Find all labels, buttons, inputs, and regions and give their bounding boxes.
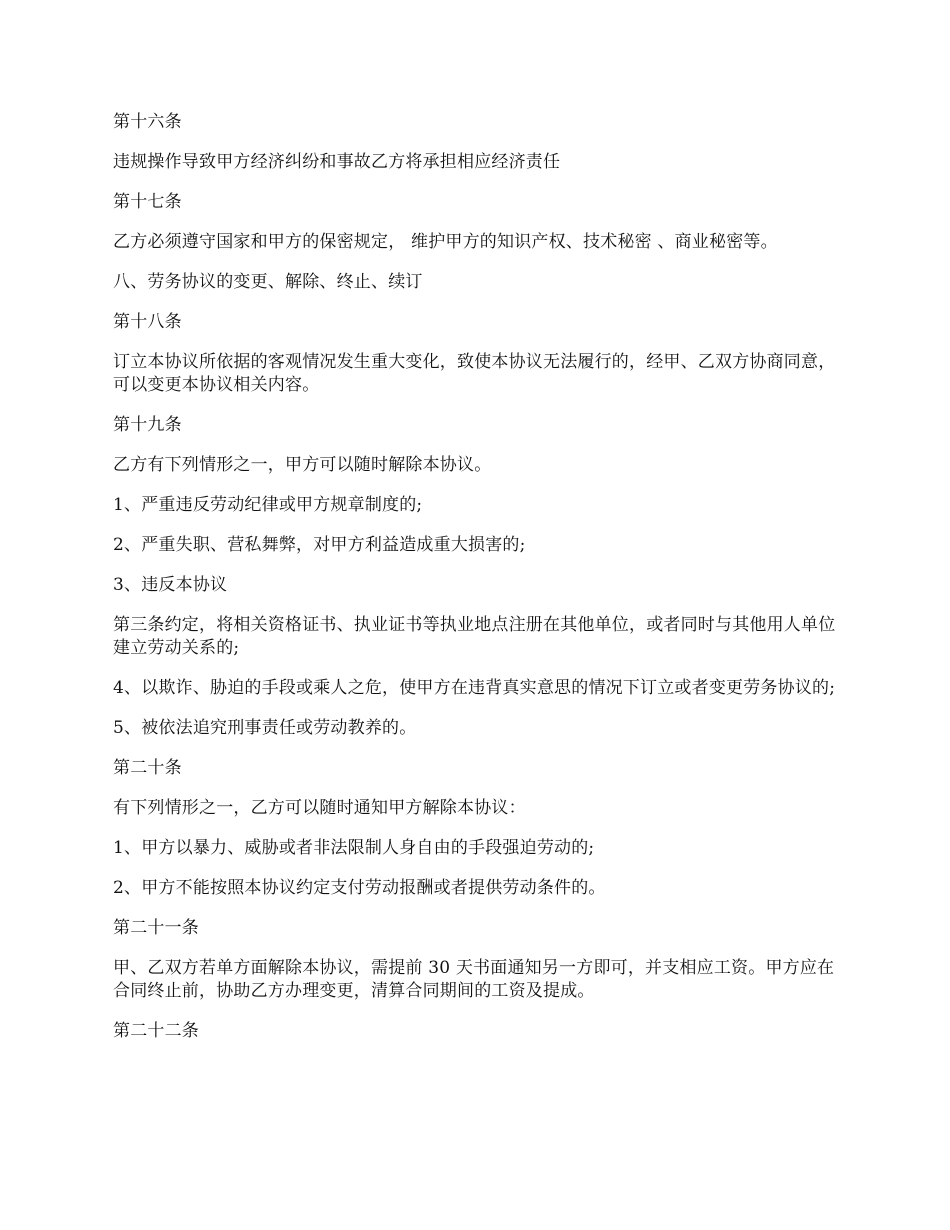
section-heading-8: 八、劳务协议的变更、解除、终止、续订: [113, 272, 423, 292]
article-body-19-intro: 乙方有下列情形之一，甲方可以随时解除本协议。: [113, 455, 492, 475]
article-heading-18: 第十八条: [113, 312, 182, 332]
article-heading-19: 第十九条: [113, 415, 182, 435]
article-body-17: 乙方必须遵守国家和甲方的保密规定， 维护甲方的知识产权、技术秘密 、商业秘密等。: [113, 232, 778, 252]
article-19-item-3-continued: 第三条约定，将相关资格证书、执业证书等执业地点注册在其他单位，或者同时与其他用人单位建立劳动关系的;: [113, 615, 836, 658]
article-body-21: 甲、乙双方若单方面解除本协议，需提前 30 天书面通知另一方即可，并支相应工资。甲方应在合同终止前，协助乙方办理变更，清算合同期间的工资及提成。: [113, 958, 835, 1001]
article-heading-22: 第二十二条: [113, 1021, 199, 1041]
article-heading-21: 第二十一条: [113, 918, 199, 938]
article-19-item-1: 1、严重违反劳动纪律或甲方规章制度的;: [113, 495, 423, 515]
article-body-18: 订立本协议所依据的客观情况发生重大变化，致使本协议无法履行的，经甲、乙双方协商同意，可以变更本协议相关内容。: [113, 352, 836, 395]
article-19-item-4: 4、以欺诈、胁迫的手段或乘人之危，使甲方在违背真实意思的情况下订立或者变更劳务协议的;: [113, 678, 836, 698]
article-body-20-intro: 有下列情形之一，乙方可以随时通知甲方解除本协议：: [113, 798, 526, 818]
article-heading-16: 第十六条: [113, 112, 182, 132]
article-body-16: 违规操作导致甲方经济纠纷和事故乙方将承担相应经济责任: [113, 152, 561, 172]
article-19-item-5: 5、被依法追究刑事责任或劳动教养的。: [113, 718, 417, 738]
article-19-item-2: 2、严重失职、营私舞弊，对甲方利益造成重大损害的;: [113, 535, 526, 555]
article-20-item-2: 2、甲方不能按照本协议约定支付劳动报酬或者提供劳动条件的。: [113, 878, 606, 898]
article-heading-17: 第十七条: [113, 192, 182, 212]
article-20-item-1: 1、甲方以暴力、威胁或者非法限制人身自由的手段强迫劳动的;: [113, 838, 595, 858]
article-heading-20: 第二十条: [113, 758, 182, 778]
article-19-item-3: 3、违反本协议: [113, 575, 228, 595]
